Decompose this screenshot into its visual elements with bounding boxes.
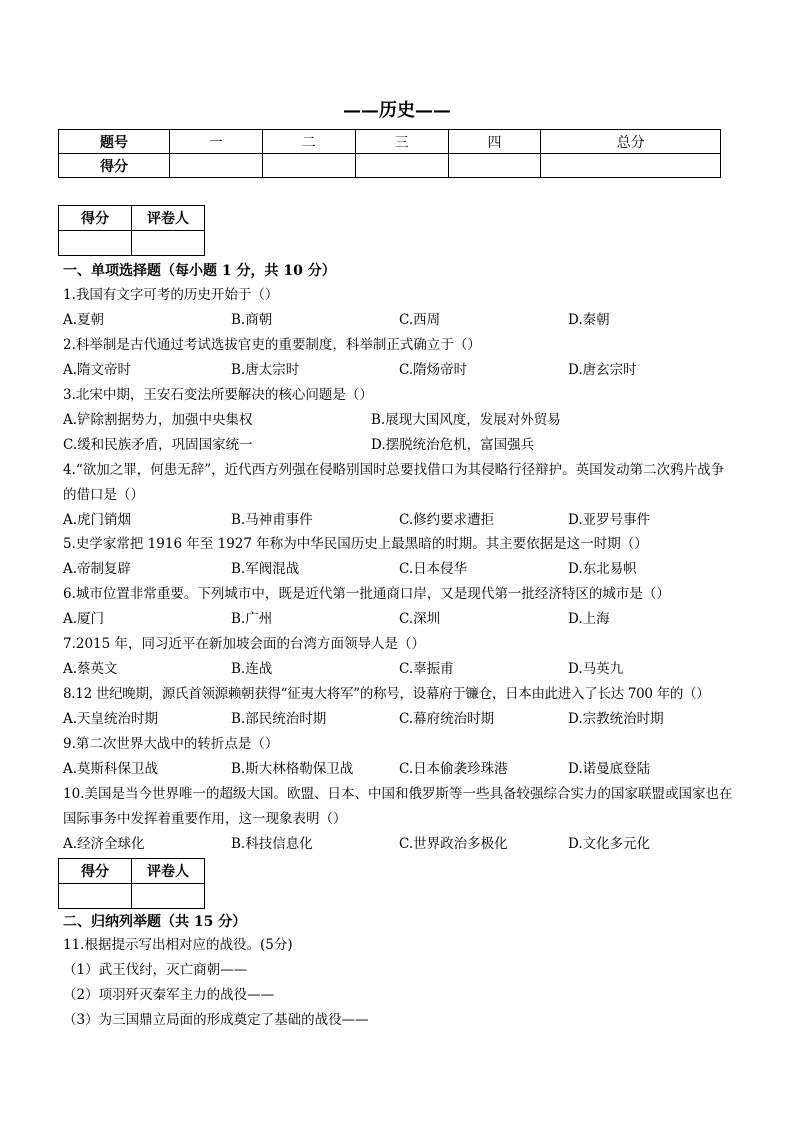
section1-heading: 一、单项选择题（每小题 1 分，共 10 分） [63, 263, 336, 279]
option[interactable]: B.连战 [231, 661, 273, 677]
option[interactable]: A.蔡英文 [63, 661, 118, 677]
option[interactable]: A.厦门 [63, 611, 105, 627]
option[interactable]: B.商朝 [231, 312, 273, 328]
option[interactable]: A.隋文帝时 [63, 362, 132, 378]
grader-box-2 [58, 858, 205, 909]
score-table-header-row [59, 130, 721, 154]
grader-score-cell[interactable] [59, 231, 132, 256]
score-cell[interactable] [448, 154, 541, 178]
option[interactable]: A.经济全球化 [63, 836, 145, 852]
question-1: 1.我国有文字可考的历史开始于（） [63, 287, 279, 303]
question-4: 4.“欲加之罪，何患无辞”，近代西方列强在侵略别国时总要找借口为其侵略行径辩护。英国发动第二次鸦片战争的借口是（） [63, 462, 725, 503]
options-10 [63, 832, 733, 857]
question-9: 9.第二次世界大战中的转折点是（） [63, 736, 279, 752]
score-header-cell: 三 [355, 130, 448, 154]
page-title: ——历史—— [343, 100, 451, 121]
score-cell[interactable] [170, 154, 263, 178]
option[interactable]: D.秦朝 [568, 312, 610, 328]
question-8: 8.12 世纪晚期，源氏首领源赖朝获得“征夷大将军”的称号，设幕府于镰仓，日本由此进入了长达 700 年的（） [63, 686, 710, 702]
options-6 [63, 607, 733, 632]
option[interactable]: A.帝制复辟 [63, 561, 132, 577]
option[interactable]: B.广州 [231, 611, 273, 627]
option[interactable]: D.文化多元化 [568, 836, 651, 852]
option[interactable]: B.唐太宗时 [231, 362, 300, 378]
grader-reviewer-label: 评卷人 [132, 859, 205, 884]
options-4 [63, 508, 733, 533]
grader-reviewer-label: 评卷人 [132, 206, 205, 231]
option[interactable]: B.展现大国风度，发展对外贸易 [371, 412, 561, 428]
option[interactable]: A.虎门销烟 [63, 512, 132, 528]
option[interactable]: C.西周 [399, 312, 441, 328]
question-5: 5.史学家常把 1916 年至 1927 年称为中华民国历史上最黑暗的时期。其主要依据是这一时期（） [63, 536, 648, 552]
option[interactable]: B.斯大林格勒保卫战 [231, 761, 354, 777]
options-5 [63, 557, 733, 582]
grader-reviewer-cell[interactable] [132, 231, 205, 256]
question-2: 2.科举制是古代通过考试选拔官吏的重要制度，科举制正式确立于（） [63, 337, 481, 353]
option[interactable]: D.宗教统治时期 [568, 711, 664, 727]
score-header-cell: 一 [170, 130, 263, 154]
option[interactable]: C.修约要求遭拒 [399, 512, 495, 528]
score-header-cell: 四 [448, 130, 541, 154]
option[interactable]: B.马神甫事件 [231, 512, 313, 528]
grader-score-label: 得分 [59, 206, 132, 231]
option[interactable]: D.诺曼底登陆 [568, 761, 651, 777]
option[interactable]: C.缓和民族矛盾，巩固国家统一 [63, 437, 253, 453]
question-3: 3.北宋中期，王安石变法所要解决的核心问题是（） [63, 387, 373, 403]
question-10: 10.美国是当今世界唯一的超级大国。欧盟、日本、中国和俄罗斯等一些具备较强综合实力的国家联盟或国家也在国际事务中发挥着重要作用，这一现象表明（） [63, 786, 733, 827]
options-7 [63, 657, 733, 682]
grader-box-1 [58, 205, 205, 256]
option[interactable]: C.日本侵华 [399, 561, 468, 577]
sub-question-2: （2）项羽歼灭秦军主力的战役—— [63, 987, 275, 1003]
score-header-cell: 二 [262, 130, 355, 154]
option[interactable]: D.唐玄宗时 [568, 362, 637, 378]
option[interactable]: A.铲除割据势力，加强中央集权 [63, 412, 253, 428]
grader-score-label: 得分 [59, 859, 132, 884]
score-table [58, 129, 721, 178]
options-3b [63, 433, 733, 458]
option[interactable]: A.莫斯科保卫战 [63, 761, 159, 777]
grader-score-cell[interactable] [59, 884, 132, 909]
option[interactable]: D.亚罗号事件 [568, 512, 651, 528]
options-1 [63, 308, 733, 333]
options-8 [63, 707, 733, 732]
option[interactable]: C.隋炀帝时 [399, 362, 468, 378]
option[interactable]: C.深圳 [399, 611, 441, 627]
options-3a [63, 408, 733, 433]
option[interactable]: D.马英九 [568, 661, 624, 677]
option[interactable]: A.夏朝 [63, 312, 105, 328]
option[interactable]: D.上海 [568, 611, 610, 627]
grader-reviewer-cell[interactable] [132, 884, 205, 909]
score-header-cell: 总分 [541, 130, 721, 154]
options-9 [63, 757, 733, 782]
option[interactable]: B.军阀混战 [231, 561, 300, 577]
score-cell[interactable] [541, 154, 721, 178]
score-row-label: 得分 [59, 154, 170, 178]
option[interactable]: C.辜振甫 [399, 661, 454, 677]
question-11: 11.根据提示写出相对应的战役。(5分) [63, 937, 293, 953]
score-table-score-row [59, 154, 721, 178]
score-header-cell: 题号 [59, 130, 170, 154]
question-7: 7.2015 年，同习近平在新加坡会面的台湾方面领导人是（） [63, 636, 426, 652]
score-cell[interactable] [355, 154, 448, 178]
option[interactable]: B.科技信息化 [231, 836, 313, 852]
score-cell[interactable] [262, 154, 355, 178]
option[interactable]: C.日本偷袭珍珠港 [399, 761, 508, 777]
option[interactable]: A.天皇统治时期 [63, 711, 159, 727]
sub-question-3: （3）为三国鼎立局面的形成奠定了基础的战役—— [63, 1012, 369, 1028]
option[interactable]: D.摆脱统治危机，富国强兵 [371, 437, 535, 453]
option[interactable]: C.幕府统治时期 [399, 711, 495, 727]
sub-question-1: （1）武王伐纣，灭亡商朝—— [63, 962, 248, 978]
option[interactable]: D.东北易帜 [568, 561, 637, 577]
section2-heading: 二、归纳列举题（共 15 分） [63, 914, 247, 930]
options-2 [63, 358, 733, 383]
option[interactable]: C.世界政治多极化 [399, 836, 508, 852]
question-6: 6.城市位置非常重要。下列城市中，既是近代第一批通商口岸，又是现代第一批经济特区的城市是（） [63, 586, 670, 602]
option[interactable]: B.部民统治时期 [231, 711, 327, 727]
